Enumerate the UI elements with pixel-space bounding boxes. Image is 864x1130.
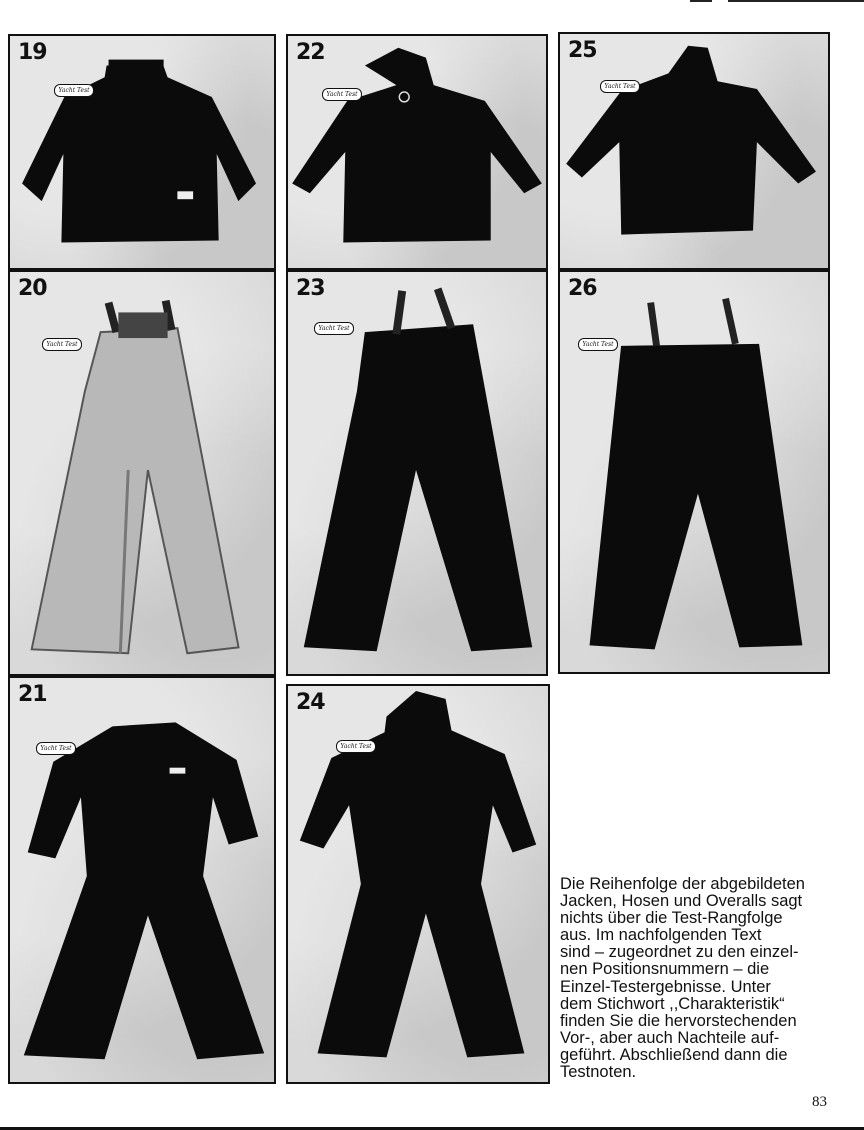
jacket-hood-image	[288, 36, 546, 268]
caption-line: Vor-, aber auch Nachteile auf-	[560, 1028, 780, 1047]
position-number: 22	[296, 40, 325, 65]
caption-line: aus. Im nachfolgenden Text	[560, 926, 762, 945]
top-rule-left	[690, 0, 712, 2]
photo-trousers-20	[8, 270, 276, 676]
brand-tag: Yacht Test	[314, 322, 354, 335]
position-number: 19	[18, 40, 47, 65]
photo-trousers-23	[286, 270, 548, 676]
brand-tag: Yacht Test	[54, 84, 94, 97]
caption-line: sind – zugeordnet zu den einzel-	[560, 943, 799, 962]
photo-overall-21	[8, 676, 276, 1084]
caption-line: Jacken, Hosen und Overalls sagt	[560, 892, 803, 911]
caption-line: geführt. Abschließend dann die	[560, 1045, 788, 1064]
position-number: 25	[568, 38, 597, 63]
top-rule-right	[728, 0, 864, 2]
caption-line: Einzel-Testergebnisse. Unter	[560, 977, 771, 996]
brand-tag: Yacht Test	[322, 88, 362, 101]
brand-tag: Yacht Test	[336, 740, 376, 753]
position-number: 23	[296, 276, 325, 301]
photo-trousers-26	[558, 270, 830, 674]
position-number: 24	[296, 690, 325, 715]
trousers-image	[560, 272, 828, 672]
brand-tag: Yacht Test	[36, 742, 76, 755]
page-number: 83	[812, 1094, 827, 1110]
brand-tag: Yacht Test	[600, 80, 640, 93]
trousers-light-image	[10, 272, 274, 674]
position-number: 26	[568, 276, 597, 301]
photo-jacket-22	[286, 34, 548, 270]
overall-hood-image	[288, 686, 548, 1082]
caption-line: Testnoten.	[560, 1063, 637, 1082]
brand-tag: Yacht Test	[578, 338, 618, 351]
photo-jacket-25	[558, 32, 830, 270]
caption-line: Die Reihenfolge der abgebildeten	[560, 875, 805, 893]
position-number: 20	[18, 276, 47, 301]
caption-line: finden Sie die hervorstechenden	[560, 1011, 797, 1030]
caption-line: nichts über die Test-Rangfolge	[560, 909, 783, 928]
overall-image	[10, 678, 274, 1082]
jacket-hood-image	[560, 34, 828, 268]
brand-tag: Yacht Test	[42, 338, 82, 351]
photo-overall-24	[286, 684, 550, 1084]
position-number: 21	[18, 682, 47, 707]
photo-jacket-19	[8, 34, 276, 270]
jacket-image	[10, 36, 274, 268]
caption-line: nen Positionsnummern – die	[560, 960, 770, 979]
caption-text	[560, 876, 850, 1081]
caption-line: dem Stichwort ,,Charakteristik“	[560, 994, 785, 1013]
